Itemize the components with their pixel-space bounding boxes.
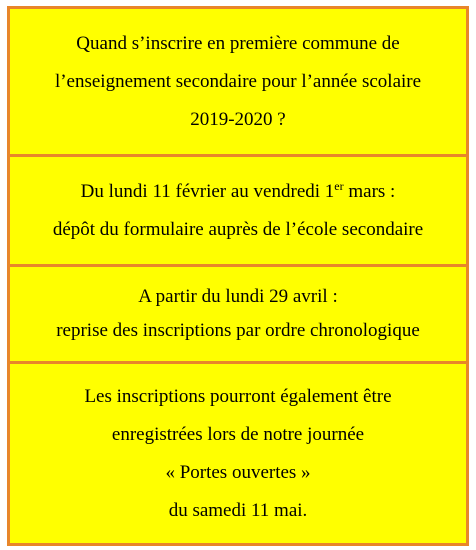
second-period-description: reprise des inscriptions par ordre chronologique	[56, 320, 420, 341]
first-period-dates-end: mars :	[343, 180, 396, 202]
question-line: Quand s’inscrire en première commune de	[76, 32, 400, 54]
second-period-cell	[10, 267, 466, 361]
open-day-line: « Portes ouvertes »	[165, 461, 311, 483]
question-cell	[10, 9, 466, 154]
first-period-dates	[81, 173, 396, 211]
open-day-line: enregistrées lors de notre journée	[111, 423, 365, 445]
info-table	[7, 6, 469, 546]
first-period-dates-start: Du lundi 11 février au vendredi 1	[80, 180, 335, 202]
first-period-cell	[10, 157, 466, 264]
open-day-cell	[10, 364, 466, 543]
open-day-line: Les inscriptions pourront également être	[84, 385, 392, 407]
question-line: 2019-2020 ?	[190, 108, 286, 130]
open-day-line: du samedi 11 mai.	[168, 499, 308, 521]
question-line: l’enseignement secondaire pour l’année scolaire	[54, 70, 422, 92]
first-period-description: dépôt du formulaire auprès de l’école secondaire	[52, 218, 424, 240]
ordinal-superscript: er	[334, 178, 344, 193]
second-period-date: A partir du lundi 29 avril :	[138, 286, 338, 307]
